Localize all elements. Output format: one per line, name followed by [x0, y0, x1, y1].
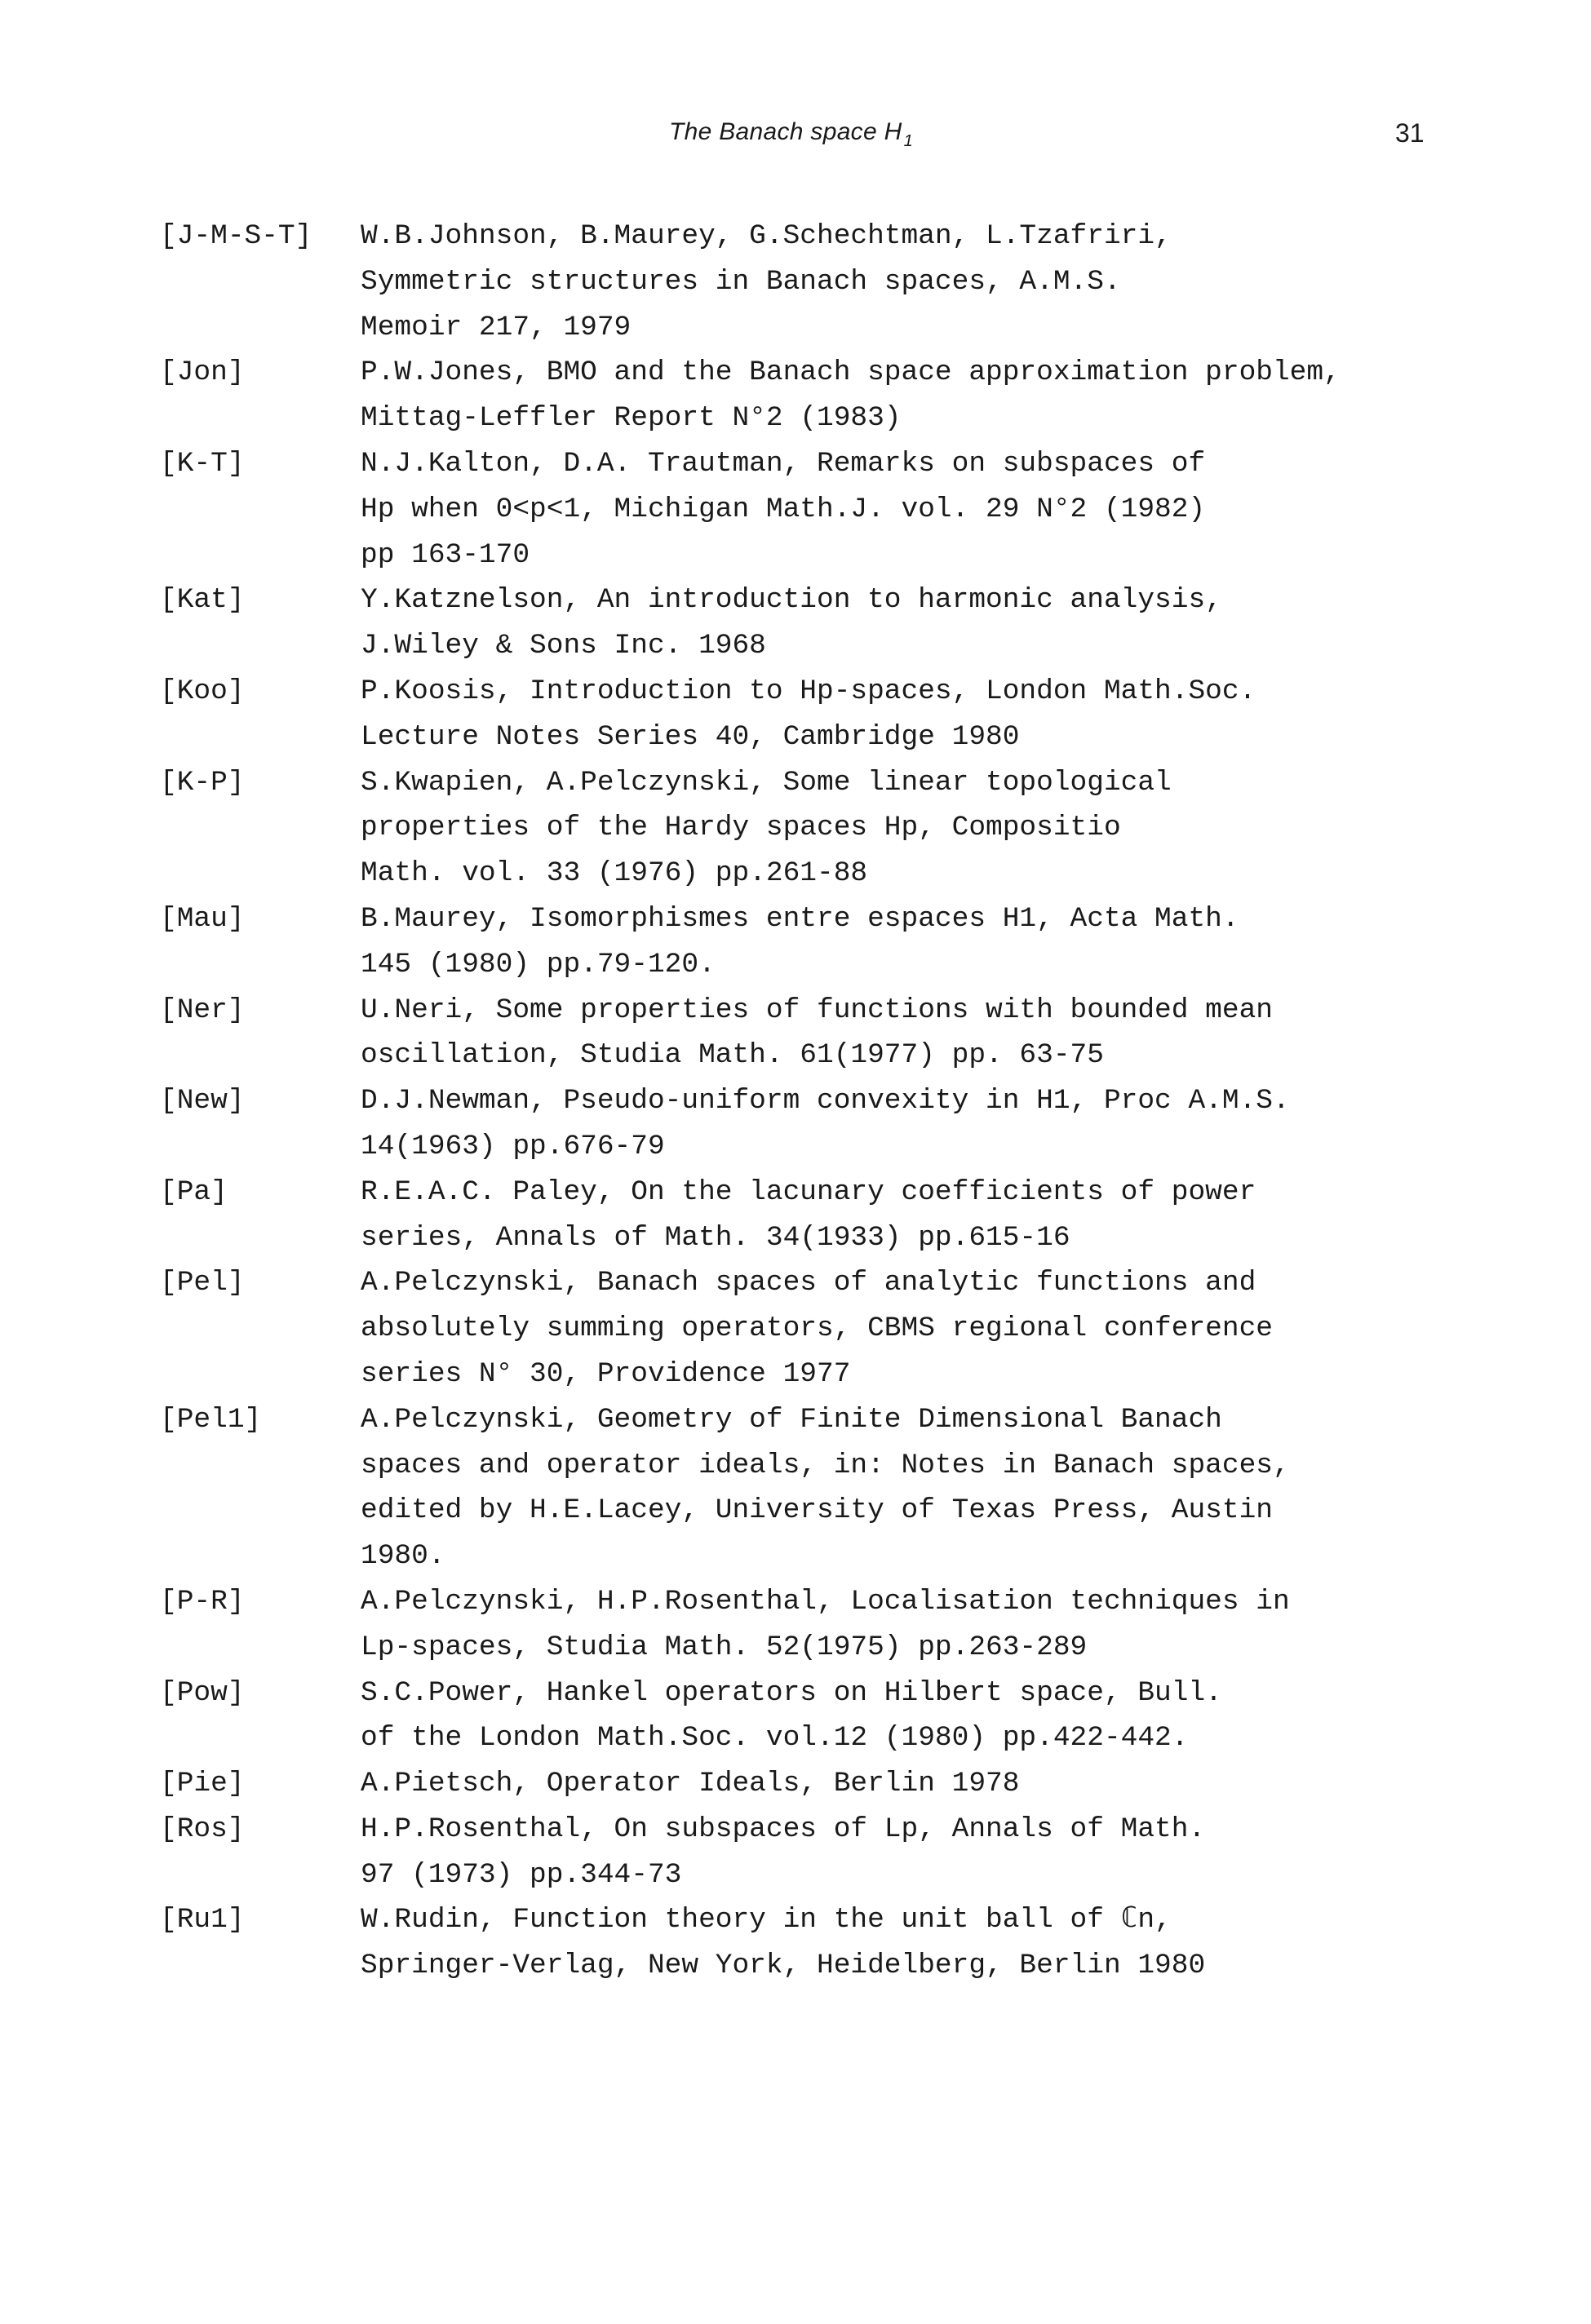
reference-text	[361, 1170, 1441, 1261]
reference-line: spaces and operator ideals, in: Notes in Banach spaces,	[361, 1449, 1290, 1481]
reference-entry	[160, 578, 1441, 669]
page-number: 31	[1395, 118, 1425, 148]
page-header	[0, 118, 1591, 159]
reference-line: series N° 30, Providence 1977	[361, 1357, 851, 1390]
reference-key: [Pel1]	[160, 1403, 262, 1436]
reference-line: pp 163-170	[361, 538, 530, 571]
reference-key: [New]	[160, 1085, 245, 1118]
reference-line: N.J.Kalton, D.A. Trautman, Remarks on subspaces of	[361, 447, 1206, 480]
reference-entry	[160, 1761, 1441, 1807]
reference-entry	[160, 1078, 1441, 1170]
reference-line: 14(1963) pp.676-79	[361, 1130, 665, 1162]
reference-key: [Ner]	[160, 994, 245, 1026]
reference-entry	[160, 1170, 1441, 1261]
reference-entry	[160, 1671, 1441, 1762]
reference-text	[361, 760, 1441, 896]
reference-text	[361, 1579, 1441, 1671]
reference-entry	[160, 441, 1441, 578]
reference-key: [Pie]	[160, 1768, 245, 1800]
reference-line: 97 (1973) pp.344-73	[361, 1858, 682, 1891]
reference-entry	[160, 1579, 1441, 1671]
reference-line: Springer-Verlag, New York, Heidelberg, Berlin 1980	[361, 1950, 1206, 1982]
reference-entry	[160, 669, 1441, 760]
reference-key: [K-P]	[160, 766, 245, 799]
reference-line: properties of the Hardy spaces Hp, Compositio	[361, 812, 1121, 844]
reference-line: U.Neri, Some properties of functions with bounded mean	[361, 994, 1273, 1026]
reference-entry	[160, 1897, 1441, 1989]
reference-line: P.Koosis, Introduction to Hp-spaces, London Math.Soc.	[361, 675, 1256, 707]
reference-key: [P-R]	[160, 1585, 245, 1618]
reference-text	[361, 214, 1441, 350]
reference-text	[361, 896, 1441, 988]
reference-line: Hp when 0<p<1, Michigan Math.J. vol. 29 N°2 (1982)	[361, 493, 1206, 525]
reference-key: [Pel]	[160, 1267, 245, 1299]
reference-key: [Pow]	[160, 1676, 245, 1709]
reference-key: [Koo]	[160, 675, 245, 707]
reference-text	[361, 1671, 1441, 1762]
reference-line: Math. vol. 33 (1976) pp.261-88	[361, 857, 868, 890]
reference-line: D.J.Newman, Pseudo-uniform convexity in H1, Proc A.M.S.	[361, 1085, 1290, 1118]
reference-line: 145 (1980) pp.79-120.	[361, 948, 716, 981]
reference-entry	[160, 1397, 1441, 1579]
reference-entry	[160, 760, 1441, 896]
reference-text	[361, 1761, 1441, 1807]
reference-line: Lecture Notes Series 40, Cambridge 1980	[361, 720, 1020, 753]
reference-line: series, Annals of Math. 34(1933) pp.615-16	[361, 1221, 1070, 1254]
reference-line: of the London Math.Soc. vol.12 (1980) pp.422-442.	[361, 1722, 1189, 1755]
reference-entry	[160, 214, 1441, 350]
reference-line: S.Kwapien, A.Pelczynski, Some linear topological	[361, 766, 1172, 799]
reference-key: [K-T]	[160, 447, 245, 480]
reference-line: 1980.	[361, 1540, 445, 1573]
reference-line: S.C.Power, Hankel operators on Hilbert space, Bull.	[361, 1676, 1222, 1709]
reference-key: [Pa]	[160, 1175, 228, 1208]
reference-text	[361, 1897, 1441, 1989]
reference-line: Symmetric structures in Banach spaces, A.M.S.	[361, 265, 1121, 298]
reference-list	[160, 214, 1441, 1989]
reference-text	[361, 350, 1441, 441]
reference-line: oscillation, Studia Math. 61(1977) pp. 63-75	[361, 1039, 1104, 1072]
reference-line: Y.Katznelson, An introduction to harmonic analysis,	[361, 584, 1222, 617]
reference-entry	[160, 350, 1441, 441]
reference-line: W.Rudin, Function theory in the unit ball of ℂn,	[361, 1904, 1172, 1937]
reference-text	[361, 1397, 1441, 1579]
reference-line: R.E.A.C. Paley, On the lacunary coefficients of power	[361, 1175, 1256, 1208]
reference-text	[361, 1260, 1441, 1397]
reference-text	[361, 1078, 1441, 1170]
reference-text	[361, 578, 1441, 669]
reference-line: H.P.Rosenthal, On subspaces of Lp, Annals of Math.	[361, 1813, 1206, 1845]
reference-entry	[160, 1260, 1441, 1397]
reference-key: [Jon]	[160, 356, 245, 389]
reference-key: [Ru1]	[160, 1904, 245, 1937]
reference-entry	[160, 1807, 1441, 1898]
reference-key: [Mau]	[160, 902, 245, 935]
reference-line: B.Maurey, Isomorphismes entre espaces H1, Acta Math.	[361, 902, 1239, 935]
reference-line: absolutely summing operators, CBMS regional conference	[361, 1313, 1273, 1345]
reference-line: A.Pietsch, Operator Ideals, Berlin 1978	[361, 1768, 1020, 1800]
reference-text	[361, 988, 1441, 1079]
reference-text	[361, 1807, 1441, 1898]
reference-line: A.Pelczynski, H.P.Rosenthal, Localisation techniques in	[361, 1585, 1290, 1618]
reference-key: [Kat]	[160, 584, 245, 617]
reference-line: J.Wiley & Sons Inc. 1968	[361, 630, 766, 662]
reference-line: W.B.Johnson, B.Maurey, G.Schechtman, L.Tzafriri,	[361, 220, 1172, 252]
running-title: The Banach space H $_1$	[669, 118, 914, 150]
reference-line: Memoir 217, 1979	[361, 311, 632, 343]
reference-line: A.Pelczynski, Banach spaces of analytic functions and	[361, 1267, 1256, 1299]
reference-line: edited by H.E.Lacey, University of Texas Press, Austin	[361, 1494, 1273, 1527]
reference-text	[361, 669, 1441, 760]
reference-line: Mittag-Leffler Report N°2 (1983)	[361, 402, 902, 435]
reference-line: A.Pelczynski, Geometry of Finite Dimensional Banach	[361, 1403, 1222, 1436]
reference-key: [Ros]	[160, 1813, 245, 1845]
reference-line: Lp-spaces, Studia Math. 52(1975) pp.263-289	[361, 1631, 1088, 1663]
reference-text	[361, 441, 1441, 578]
reference-line: P.W.Jones, BMO and the Banach space approximation problem,	[361, 356, 1341, 389]
reference-key: [J-M-S-T]	[160, 220, 312, 252]
reference-entry	[160, 988, 1441, 1079]
reference-entry	[160, 896, 1441, 988]
